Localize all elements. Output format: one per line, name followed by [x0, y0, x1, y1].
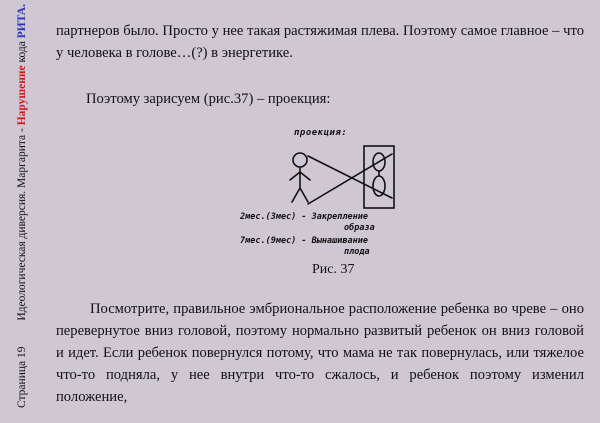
- figure-line-2: 7мес.(9мес) - Вынашивание: [240, 236, 368, 246]
- figure-caption: Рис. 37: [312, 262, 355, 277]
- book-title-code: РИТА.: [16, 4, 28, 39]
- figure-head: [293, 153, 307, 167]
- book-title: Идеологическая диверсия. Маргарита -: [16, 125, 28, 321]
- figure-body: [290, 167, 310, 202]
- side-header: [14, 4, 30, 408]
- paragraph-2: Поэтому зарисуем (рис.37) – проекция:: [86, 91, 331, 107]
- page-number: Страница 19: [16, 346, 28, 408]
- paragraph-1: партнеров было. Просто у нее такая растяжимая плева. Поэтому самое главное – что у человека в голове…(?) в энергетике.: [56, 23, 584, 61]
- paragraph-3: Посмотрите, правильное эмбриональное расположение ребенка во чреве – оно перевернутое вниз головой, поэтому нормально развитый ребенок он вниз головой и идет. Если ребенок повернулся потому, что мама не так повернулась, или тяжелое что-то подняла, у нее внутри что-то сжалось, и ребенок поэтому изменил положение,: [56, 301, 584, 405]
- figure-37: [232, 128, 422, 268]
- side-header-text: [14, 4, 30, 408]
- figure-line-2b: плода: [344, 247, 370, 257]
- figure-heading: проекция:: [294, 128, 348, 138]
- book-title-mid: кода: [16, 38, 28, 66]
- book-title-highlight: Нарушение: [16, 65, 28, 126]
- figure-line-1b: образа: [344, 223, 375, 233]
- projection-drawing: [232, 128, 422, 268]
- figure-line-1: 2мес.(3мес) - Закрепление: [240, 212, 368, 222]
- page-body: [56, 20, 584, 110]
- inverted-body-bottom: [373, 176, 385, 196]
